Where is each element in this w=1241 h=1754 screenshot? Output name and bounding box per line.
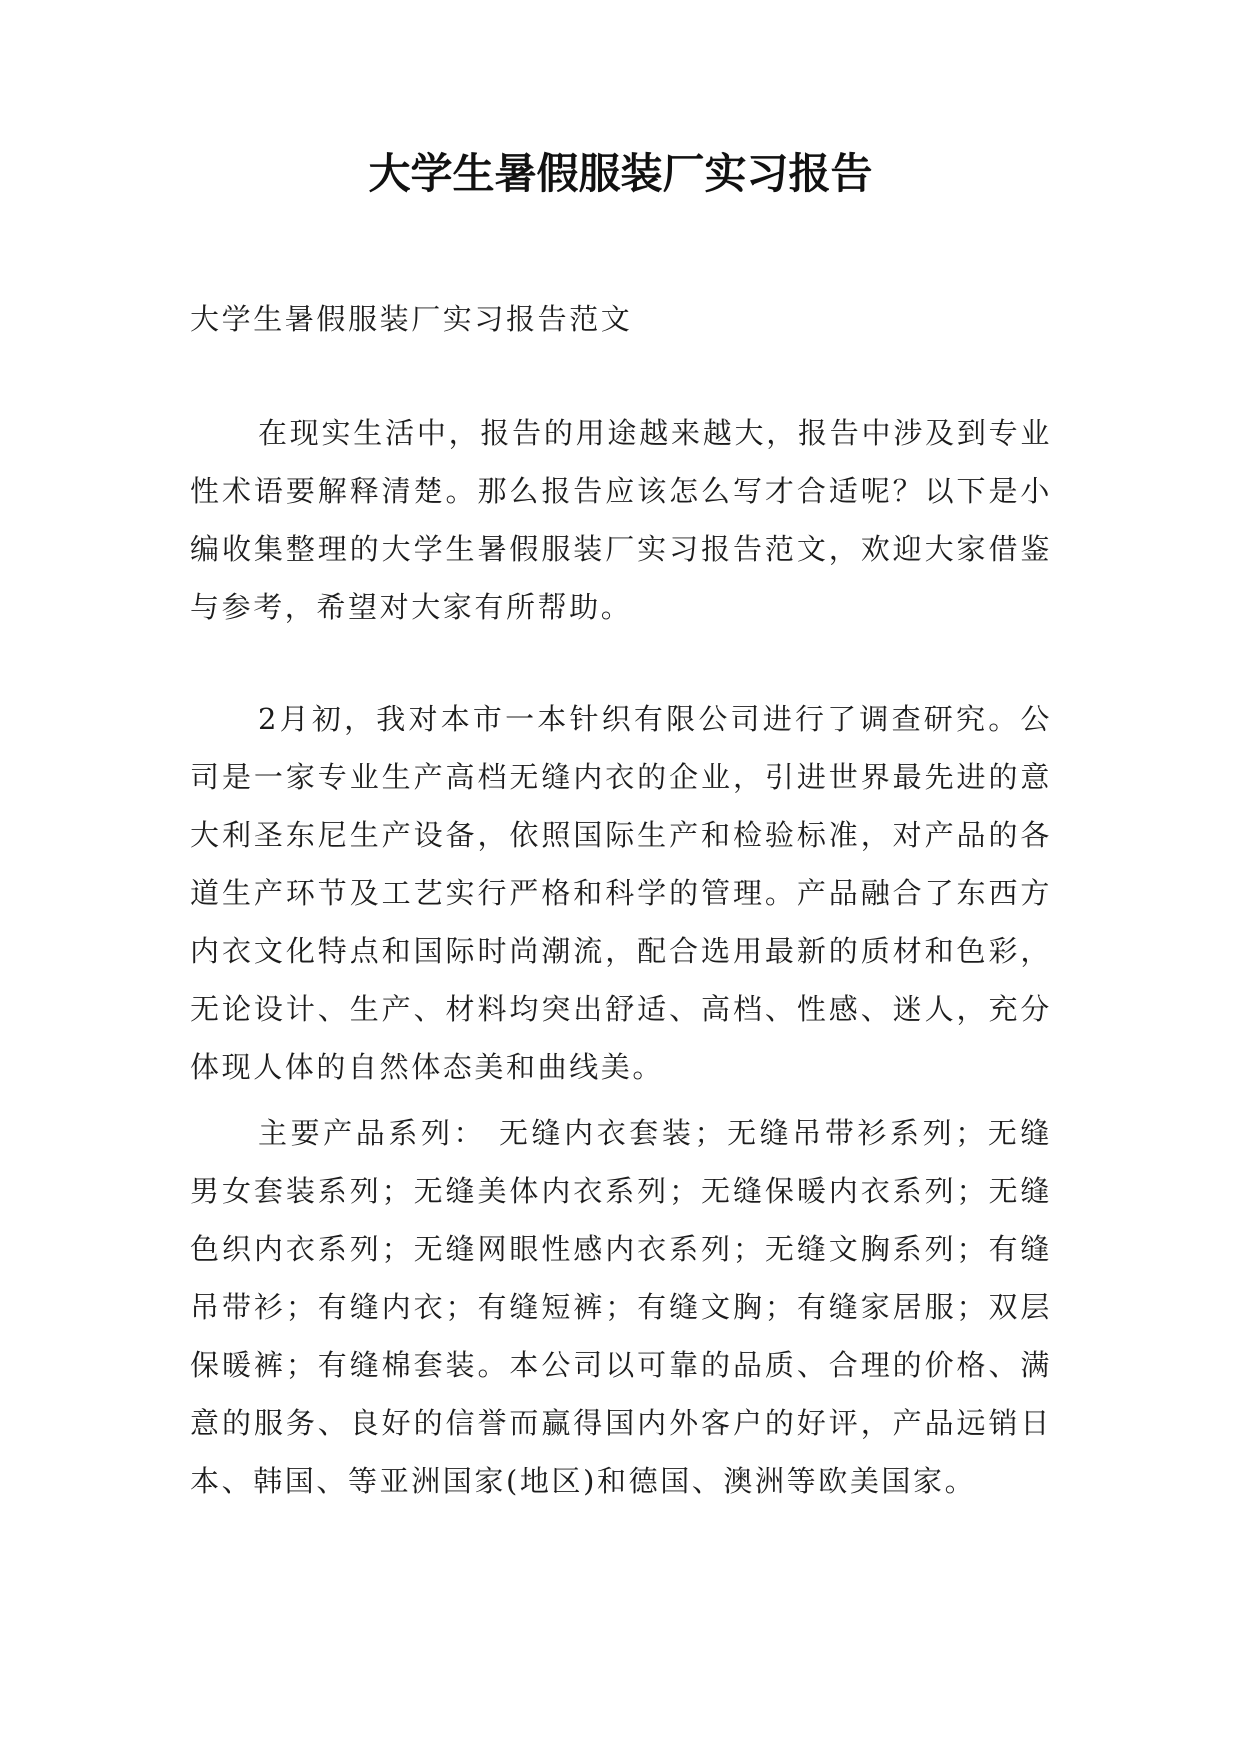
- document-subtitle: 大学生暑假服装厂实习报告范文: [190, 302, 633, 336]
- paragraph-company: 2月初，我对本市一本针织有限公司进行了调查研究。公司是一家专业生产高档无缝内衣的企业，引进世界最先进的意大利圣东尼生产设备，依照国际生产和检验标准，对产品的各道生产环节及工艺实行严格和科学的管理。产品融合了东西方内衣文化特点和国际时尚潮流，配合选用最新的质材和色彩，无论设计、生产、材料均突出舒适、高档、性感、迷人，充分体现人体的自然体态美和曲线美。: [190, 702, 1052, 1084]
- document-title: 大学生暑假服装厂实习报告: [368, 149, 873, 198]
- paragraph-intro: 在现实生活中，报告的用途越来越大，报告中涉及到专业性术语要解释清楚。那么报告应该怎么写才合适呢？以下是小编收集整理的大学生暑假服装厂实习报告范文，欢迎大家借鉴与参考，希望对大家有所帮助。: [190, 416, 1052, 624]
- paragraph-products: 主要产品系列： 无缝内衣套装；无缝吊带衫系列；无缝男女套装系列；无缝美体内衣系列；无缝保暖内衣系列；无缝色织内衣系列；无缝网眼性感内衣系列；无缝文胸系列；有缝吊带衫；有缝内衣；有缝短裤；有缝文胸；有缝家居服；双层保暖裤；有缝棉套装。本公司以可靠的品质、合理的价格、满意的服务、良好的信誉而赢得国内外客户的好评，产品远销日本、韩国、等亚洲国家(地区)和德国、澳洲等欧美国家。: [190, 1116, 1052, 1498]
